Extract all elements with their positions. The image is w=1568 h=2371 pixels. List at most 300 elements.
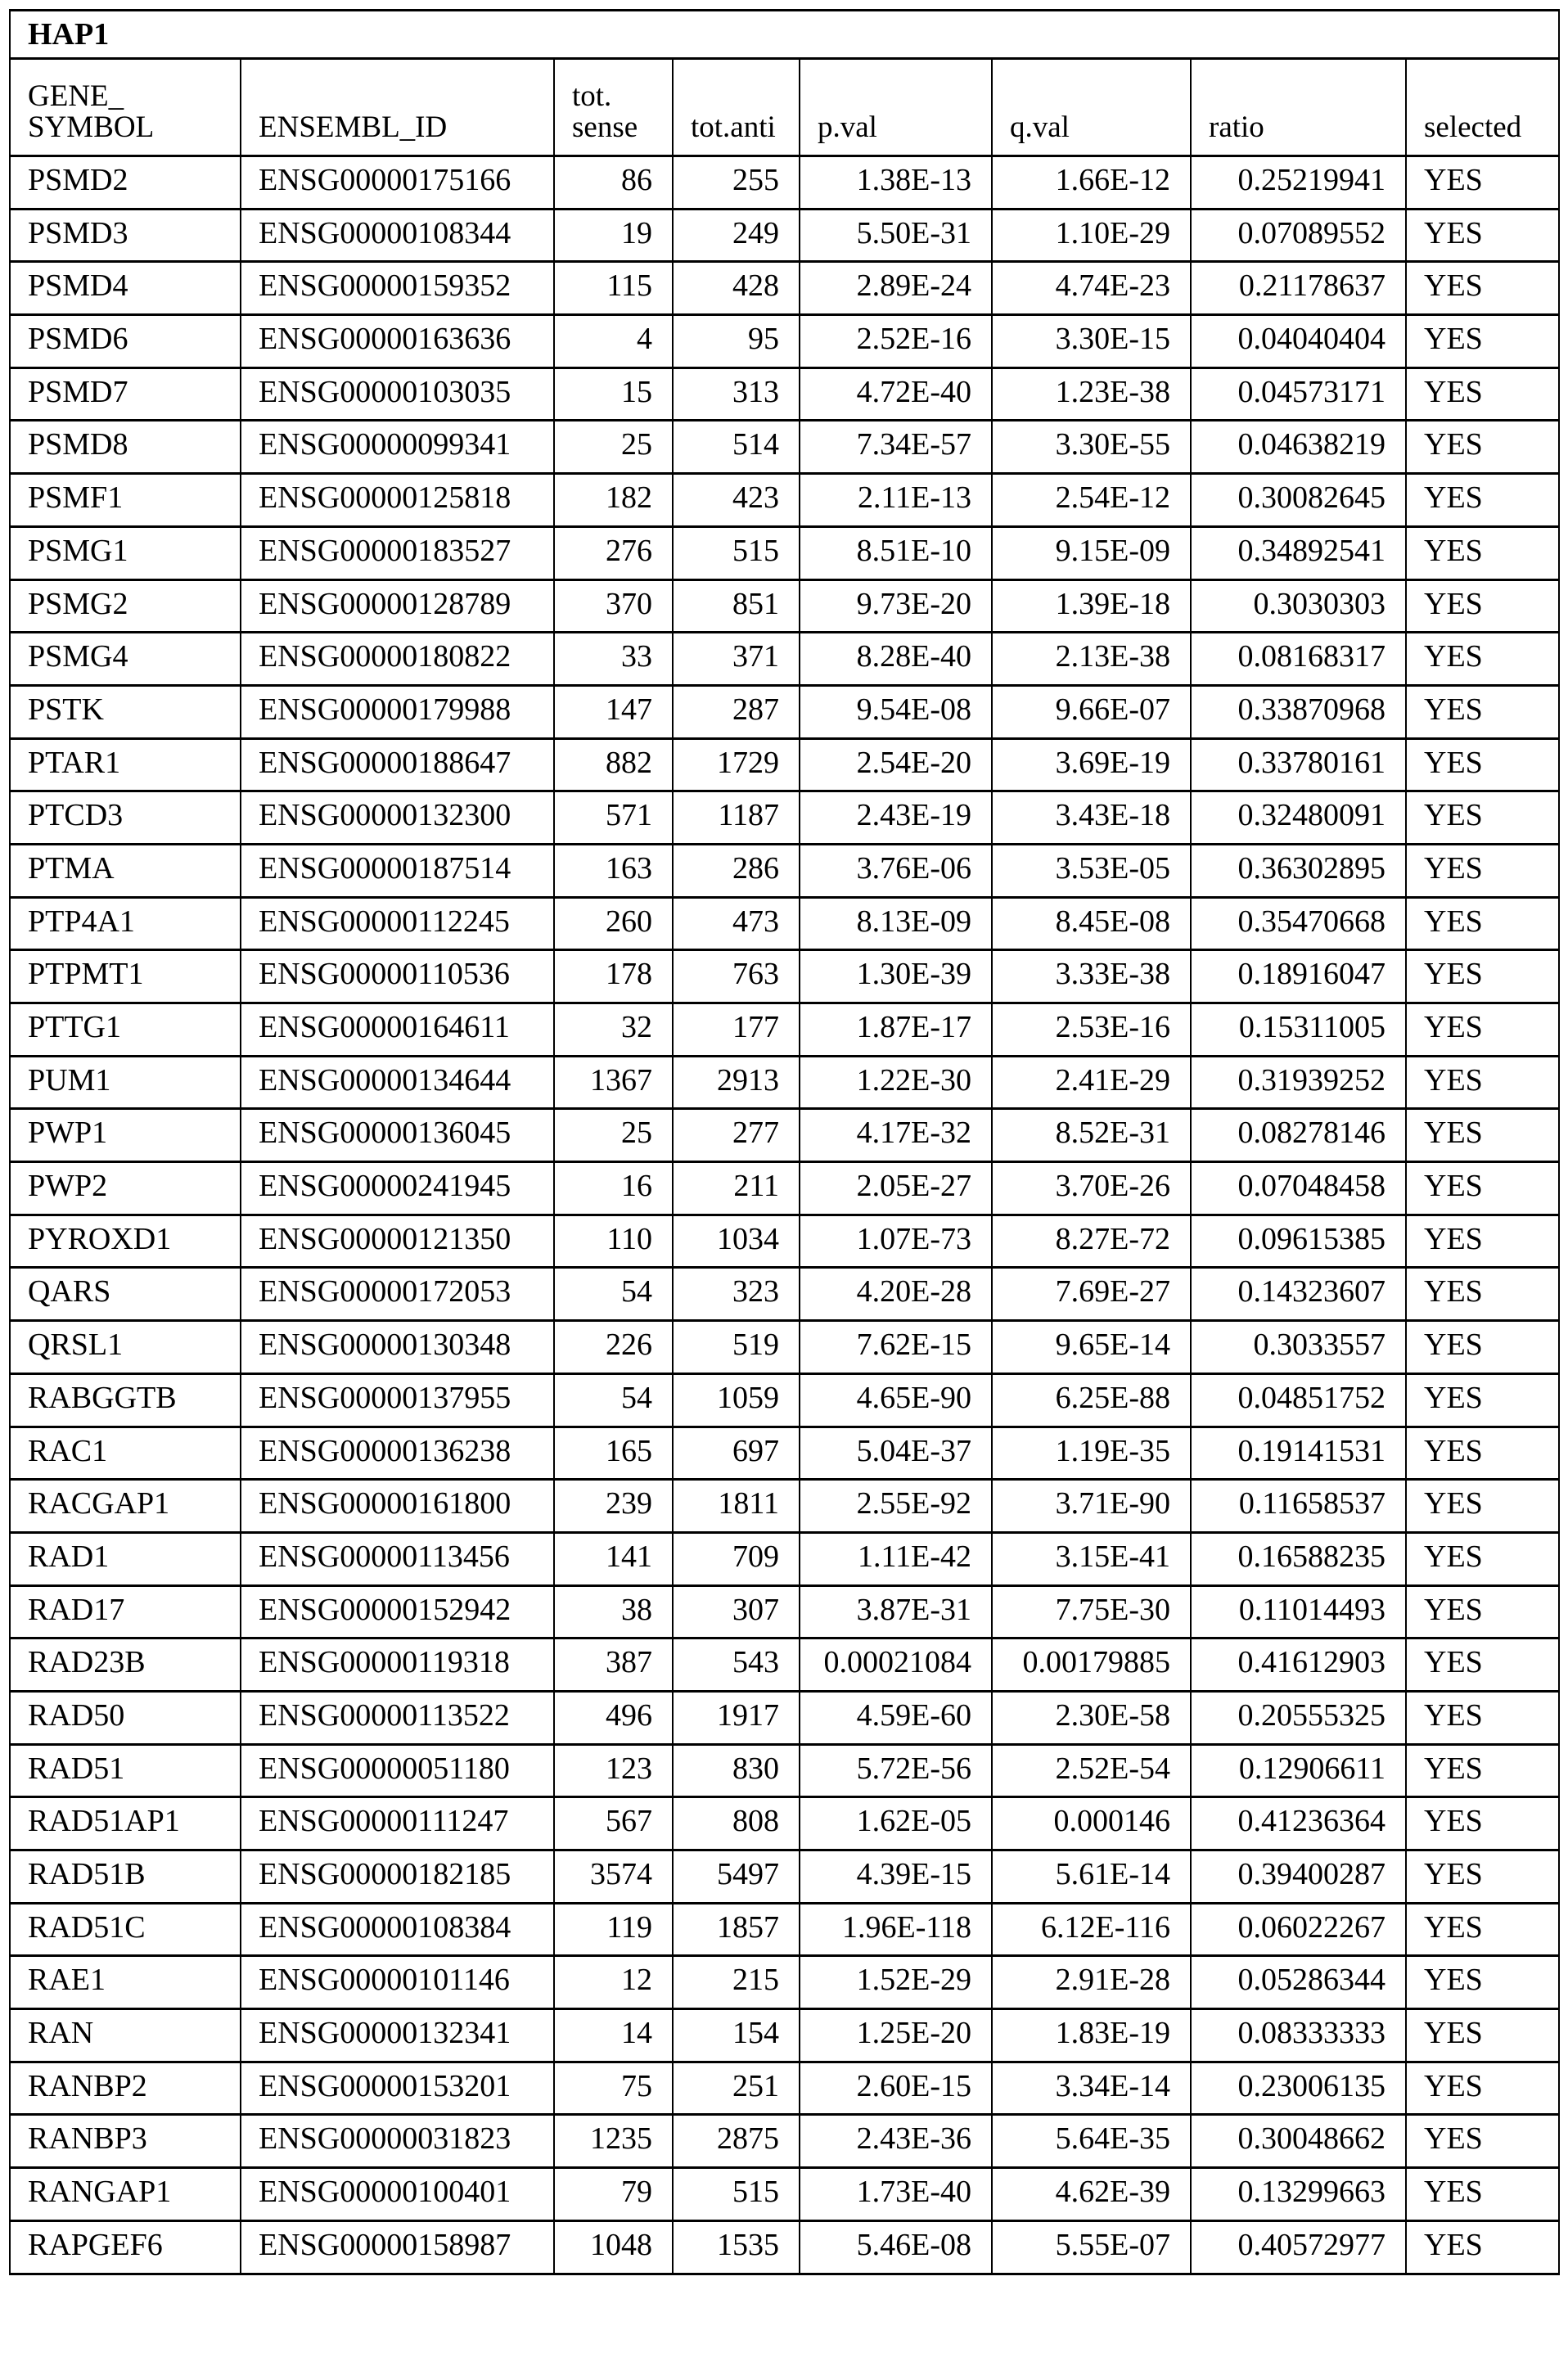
cell-q-val: 3.30E-15 [992,315,1191,368]
column-header-tot-sense [554,59,673,156]
cell-p-val: 4.39E-15 [800,1850,992,1904]
cell-ensembl-id: ENSG00000175166 [241,156,554,210]
cell-tot-anti: 515 [673,526,800,579]
cell-tot-anti: 249 [673,209,800,262]
cell-q-val: 0.00179885 [992,1639,1191,1692]
cell-gene-symbol: PTMA [10,844,241,897]
cell-selected: YES [1406,844,1559,897]
cell-tot-sense: 15 [554,367,673,421]
cell-gene-symbol: PTAR1 [10,738,241,791]
cell-selected: YES [1406,2168,1559,2221]
cell-selected: YES [1406,315,1559,368]
cell-tot-anti: 371 [673,633,800,686]
cell-p-val: 4.59E-60 [800,1691,992,1744]
cell-p-val: 5.04E-37 [800,1427,992,1480]
cell-q-val: 1.66E-12 [992,156,1191,210]
cell-selected: YES [1406,421,1559,474]
cell-q-val: 1.10E-29 [992,209,1191,262]
cell-tot-sense: 54 [554,1268,673,1321]
table-row [10,209,1559,262]
cell-tot-anti: 1187 [673,791,800,845]
table-row [10,633,1559,686]
cell-q-val: 4.74E-23 [992,262,1191,315]
cell-gene-symbol: PTTG1 [10,1003,241,1057]
cell-q-val: 5.55E-07 [992,2220,1191,2274]
cell-q-val: 7.69E-27 [992,1268,1191,1321]
cell-gene-symbol: PSTK [10,685,241,738]
cell-ensembl-id: ENSG00000099341 [241,421,554,474]
cell-tot-anti: 211 [673,1162,800,1215]
cell-p-val: 7.62E-15 [800,1321,992,1374]
cell-selected: YES [1406,950,1559,1003]
cell-tot-sense: 19 [554,209,673,262]
cell-tot-sense: 75 [554,2062,673,2115]
cell-ensembl-id: ENSG00000164611 [241,1003,554,1057]
cell-ensembl-id: ENSG00000112245 [241,897,554,950]
cell-ratio: 0.30082645 [1191,474,1406,527]
cell-selected: YES [1406,738,1559,791]
cell-tot-anti: 2913 [673,1056,800,1109]
table-row [10,421,1559,474]
table-row [10,1373,1559,1427]
cell-tot-sense: 25 [554,421,673,474]
cell-gene-symbol: PSMD6 [10,315,241,368]
table-title: HAP1 [10,11,1559,59]
cell-tot-sense: 14 [554,2009,673,2062]
header-label-line2: sense [572,110,638,144]
cell-q-val: 3.34E-14 [992,2062,1191,2115]
cell-tot-anti: 763 [673,950,800,1003]
cell-ratio: 0.07048458 [1191,1162,1406,1215]
table-row [10,579,1559,633]
cell-tot-anti: 307 [673,1585,800,1639]
cell-tot-anti: 255 [673,156,800,210]
table-row [10,1162,1559,1215]
cell-selected: YES [1406,209,1559,262]
cell-gene-symbol: PSMD7 [10,367,241,421]
cell-gene-symbol: PSMD4 [10,262,241,315]
cell-tot-anti: 154 [673,2009,800,2062]
table-row [10,1850,1559,1904]
cell-selected: YES [1406,1744,1559,1797]
table-row [10,1797,1559,1850]
cell-q-val: 9.66E-07 [992,685,1191,738]
cell-ratio: 0.13299663 [1191,2168,1406,2221]
cell-p-val: 1.07E-73 [800,1215,992,1268]
cell-p-val: 7.34E-57 [800,421,992,474]
cell-p-val: 4.65E-90 [800,1373,992,1427]
cell-p-val: 1.25E-20 [800,2009,992,2062]
cell-tot-anti: 1729 [673,738,800,791]
table-row [10,156,1559,210]
column-header-p-val: p.val [800,59,992,156]
cell-tot-anti: 808 [673,1797,800,1850]
cell-ensembl-id: ENSG00000031823 [241,2115,554,2168]
cell-tot-anti: 423 [673,474,800,527]
cell-p-val: 5.50E-31 [800,209,992,262]
cell-selected: YES [1406,2115,1559,2168]
table-row [10,1532,1559,1585]
cell-tot-anti: 286 [673,844,800,897]
cell-p-val: 1.52E-29 [800,1956,992,2009]
cell-tot-sense: 387 [554,1639,673,1692]
cell-p-val: 2.55E-92 [800,1480,992,1533]
cell-tot-sense: 239 [554,1480,673,1533]
header-label-line1: GENE_ [28,79,124,113]
cell-ratio: 0.18916047 [1191,950,1406,1003]
cell-ensembl-id: ENSG00000110536 [241,950,554,1003]
cell-q-val: 0.000146 [992,1797,1191,1850]
cell-gene-symbol: RABGGTB [10,1373,241,1427]
table-row [10,1109,1559,1162]
cell-tot-anti: 215 [673,1956,800,2009]
cell-selected: YES [1406,2062,1559,2115]
cell-tot-sense: 33 [554,633,673,686]
cell-ratio: 0.39400287 [1191,1850,1406,1904]
cell-ratio: 0.12906611 [1191,1744,1406,1797]
table-row [10,1321,1559,1374]
table-row [10,950,1559,1003]
cell-p-val: 4.17E-32 [800,1109,992,1162]
cell-gene-symbol: RAD17 [10,1585,241,1639]
cell-selected: YES [1406,1532,1559,1585]
cell-gene-symbol: PTCD3 [10,791,241,845]
cell-tot-anti: 830 [673,1744,800,1797]
cell-gene-symbol: QRSL1 [10,1321,241,1374]
cell-ratio: 0.40572977 [1191,2220,1406,2274]
cell-ratio: 0.32480091 [1191,791,1406,845]
cell-ensembl-id: ENSG00000134644 [241,1056,554,1109]
cell-tot-sense: 25 [554,1109,673,1162]
table-title-row [10,11,1559,59]
cell-tot-anti: 95 [673,315,800,368]
cell-q-val: 2.91E-28 [992,1956,1191,2009]
cell-ratio: 0.21178637 [1191,262,1406,315]
cell-ensembl-id: ENSG00000121350 [241,1215,554,1268]
cell-tot-sense: 141 [554,1532,673,1585]
cell-tot-anti: 5497 [673,1850,800,1904]
cell-gene-symbol: RAE1 [10,1956,241,2009]
cell-gene-symbol: QARS [10,1268,241,1321]
cell-ratio: 0.08168317 [1191,633,1406,686]
cell-p-val: 5.72E-56 [800,1744,992,1797]
table-row [10,1903,1559,1956]
cell-ratio: 0.41612903 [1191,1639,1406,1692]
cell-gene-symbol: RANBP2 [10,2062,241,2115]
cell-q-val: 2.54E-12 [992,474,1191,527]
cell-p-val: 8.13E-09 [800,897,992,950]
cell-ensembl-id: ENSG00000241945 [241,1162,554,1215]
table-row [10,1056,1559,1109]
cell-p-val: 3.76E-06 [800,844,992,897]
cell-ensembl-id: ENSG00000188647 [241,738,554,791]
cell-tot-sense: 1235 [554,2115,673,2168]
cell-tot-anti: 1535 [673,2220,800,2274]
column-header-q-val: q.val [992,59,1191,156]
cell-tot-anti: 1857 [673,1903,800,1956]
cell-gene-symbol: PWP1 [10,1109,241,1162]
cell-ensembl-id: ENSG00000172053 [241,1268,554,1321]
cell-gene-symbol: RANBP3 [10,2115,241,2168]
cell-q-val: 9.65E-14 [992,1321,1191,1374]
cell-ensembl-id: ENSG00000152942 [241,1585,554,1639]
cell-tot-sense: 54 [554,1373,673,1427]
cell-tot-anti: 428 [673,262,800,315]
cell-ratio: 0.33870968 [1191,685,1406,738]
cell-selected: YES [1406,1109,1559,1162]
cell-q-val: 1.23E-38 [992,367,1191,421]
cell-p-val: 1.87E-17 [800,1003,992,1057]
cell-tot-anti: 177 [673,1003,800,1057]
cell-selected: YES [1406,367,1559,421]
cell-p-val: 1.38E-13 [800,156,992,210]
cell-gene-symbol: PSMD3 [10,209,241,262]
cell-gene-symbol: PSMD8 [10,421,241,474]
cell-gene-symbol: PSMG4 [10,633,241,686]
table-row [10,2009,1559,2062]
cell-tot-sense: 567 [554,1797,673,1850]
cell-tot-anti: 1059 [673,1373,800,1427]
cell-gene-symbol: RANGAP1 [10,2168,241,2221]
cell-selected: YES [1406,1003,1559,1057]
column-header-ensembl-id: ENSEMBL_ID [241,59,554,156]
column-header-gene-symbol [10,59,241,156]
cell-ratio: 0.33780161 [1191,738,1406,791]
cell-tot-sense: 178 [554,950,673,1003]
cell-selected: YES [1406,1585,1559,1639]
cell-tot-anti: 709 [673,1532,800,1585]
cell-selected: YES [1406,1056,1559,1109]
cell-ensembl-id: ENSG00000100401 [241,2168,554,2221]
cell-q-val: 3.71E-90 [992,1480,1191,1533]
cell-q-val: 3.69E-19 [992,738,1191,791]
cell-q-val: 8.27E-72 [992,1215,1191,1268]
cell-tot-sense: 226 [554,1321,673,1374]
cell-ensembl-id: ENSG00000111247 [241,1797,554,1850]
table-row [10,1585,1559,1639]
cell-tot-anti: 323 [673,1268,800,1321]
cell-tot-sense: 182 [554,474,673,527]
cell-gene-symbol: RACGAP1 [10,1480,241,1533]
cell-gene-symbol: PUM1 [10,1056,241,1109]
cell-ratio: 0.11014493 [1191,1585,1406,1639]
cell-ensembl-id: ENSG00000125818 [241,474,554,527]
cell-p-val: 5.46E-08 [800,2220,992,2274]
cell-selected: YES [1406,1956,1559,2009]
cell-gene-symbol: RAD23B [10,1639,241,1692]
cell-selected: YES [1406,1268,1559,1321]
cell-ratio: 0.23006135 [1191,2062,1406,2115]
cell-gene-symbol: PSMF1 [10,474,241,527]
cell-tot-anti: 2875 [673,2115,800,2168]
cell-tot-sense: 3574 [554,1850,673,1904]
cell-ratio: 0.16588235 [1191,1532,1406,1585]
cell-ensembl-id: ENSG00000137955 [241,1373,554,1427]
table-row [10,2220,1559,2274]
cell-ratio: 0.04040404 [1191,315,1406,368]
cell-tot-sense: 496 [554,1691,673,1744]
cell-p-val: 2.43E-19 [800,791,992,845]
cell-q-val: 3.30E-55 [992,421,1191,474]
cell-q-val: 2.41E-29 [992,1056,1191,1109]
cell-ensembl-id: ENSG00000108344 [241,209,554,262]
table-row [10,791,1559,845]
cell-tot-anti: 514 [673,421,800,474]
cell-tot-sense: 86 [554,156,673,210]
cell-ensembl-id: ENSG00000182185 [241,1850,554,1904]
cell-ensembl-id: ENSG00000130348 [241,1321,554,1374]
table-row [10,526,1559,579]
cell-ratio: 0.31939252 [1191,1056,1406,1109]
cell-gene-symbol: RAD51B [10,1850,241,1904]
cell-tot-sense: 571 [554,791,673,845]
cell-q-val: 5.61E-14 [992,1850,1191,1904]
table-row [10,1691,1559,1744]
cell-gene-symbol: RAPGEF6 [10,2220,241,2274]
cell-gene-symbol: PTPMT1 [10,950,241,1003]
cell-selected: YES [1406,1691,1559,1744]
cell-tot-anti: 1811 [673,1480,800,1533]
cell-tot-anti: 851 [673,579,800,633]
cell-selected: YES [1406,685,1559,738]
cell-p-val: 2.11E-13 [800,474,992,527]
cell-p-val: 2.05E-27 [800,1162,992,1215]
cell-ensembl-id: ENSG00000108384 [241,1903,554,1956]
table-body [10,156,1559,2274]
cell-selected: YES [1406,791,1559,845]
cell-selected: YES [1406,1903,1559,1956]
cell-p-val: 2.54E-20 [800,738,992,791]
cell-gene-symbol: RAN [10,2009,241,2062]
cell-ensembl-id: ENSG00000132300 [241,791,554,845]
cell-p-val: 8.28E-40 [800,633,992,686]
cell-q-val: 3.43E-18 [992,791,1191,845]
cell-ratio: 0.35470668 [1191,897,1406,950]
cell-p-val: 2.60E-15 [800,2062,992,2115]
cell-ratio: 0.08333333 [1191,2009,1406,2062]
cell-q-val: 1.39E-18 [992,579,1191,633]
cell-q-val: 9.15E-09 [992,526,1191,579]
cell-q-val: 3.70E-26 [992,1162,1191,1215]
cell-selected: YES [1406,1162,1559,1215]
cell-tot-anti: 697 [673,1427,800,1480]
cell-ratio: 0.30048662 [1191,2115,1406,2168]
cell-selected: YES [1406,897,1559,950]
cell-ensembl-id: ENSG00000187514 [241,844,554,897]
cell-q-val: 2.13E-38 [992,633,1191,686]
cell-gene-symbol: PYROXD1 [10,1215,241,1268]
cell-ensembl-id: ENSG00000132341 [241,2009,554,2062]
cell-selected: YES [1406,579,1559,633]
cell-selected: YES [1406,633,1559,686]
cell-ratio: 0.15311005 [1191,1003,1406,1057]
table-row [10,1956,1559,2009]
cell-ratio: 0.3030303 [1191,579,1406,633]
table-row [10,2168,1559,2221]
table-row [10,844,1559,897]
cell-ratio: 0.04573171 [1191,367,1406,421]
column-header-tot-anti: tot.anti [673,59,800,156]
cell-p-val: 1.96E-118 [800,1903,992,1956]
cell-selected: YES [1406,262,1559,315]
cell-ratio: 0.3033557 [1191,1321,1406,1374]
cell-gene-symbol: RAD50 [10,1691,241,1744]
cell-ratio: 0.05286344 [1191,1956,1406,2009]
cell-tot-anti: 251 [673,2062,800,2115]
cell-p-val: 9.54E-08 [800,685,992,738]
cell-gene-symbol: RAD1 [10,1532,241,1585]
cell-ratio: 0.41236364 [1191,1797,1406,1850]
table-row [10,315,1559,368]
cell-q-val: 4.62E-39 [992,2168,1191,2221]
table-row [10,367,1559,421]
table-row [10,1215,1559,1268]
cell-p-val: 3.87E-31 [800,1585,992,1639]
cell-q-val: 8.45E-08 [992,897,1191,950]
cell-tot-sense: 110 [554,1215,673,1268]
table-row [10,1268,1559,1321]
cell-p-val: 4.20E-28 [800,1268,992,1321]
cell-selected: YES [1406,1480,1559,1533]
cell-p-val: 0.00021084 [800,1639,992,1692]
cell-tot-sense: 165 [554,1427,673,1480]
cell-gene-symbol: PSMD2 [10,156,241,210]
cell-tot-sense: 115 [554,262,673,315]
cell-p-val: 1.22E-30 [800,1056,992,1109]
cell-gene-symbol: PSMG2 [10,579,241,633]
table-row [10,685,1559,738]
cell-ensembl-id: ENSG00000136238 [241,1427,554,1480]
cell-selected: YES [1406,1215,1559,1268]
cell-q-val: 3.53E-05 [992,844,1191,897]
cell-gene-symbol: PSMG1 [10,526,241,579]
cell-p-val: 2.43E-36 [800,2115,992,2168]
table-row [10,1003,1559,1057]
cell-p-val: 1.11E-42 [800,1532,992,1585]
column-header-selected: selected [1406,59,1559,156]
cell-tot-sense: 123 [554,1744,673,1797]
cell-ensembl-id: ENSG00000163636 [241,315,554,368]
cell-q-val: 6.25E-88 [992,1373,1191,1427]
cell-selected: YES [1406,1797,1559,1850]
cell-tot-sense: 38 [554,1585,673,1639]
table-row [10,1639,1559,1692]
cell-q-val: 2.30E-58 [992,1691,1191,1744]
table-row [10,738,1559,791]
cell-q-val: 1.83E-19 [992,2009,1191,2062]
cell-selected: YES [1406,2220,1559,2274]
cell-ensembl-id: ENSG00000153201 [241,2062,554,2115]
cell-tot-anti: 519 [673,1321,800,1374]
cell-selected: YES [1406,1639,1559,1692]
header-label-line2: SYMBOL [28,110,155,144]
cell-p-val: 1.30E-39 [800,950,992,1003]
cell-tot-anti: 543 [673,1639,800,1692]
table-row [10,1480,1559,1533]
cell-tot-sense: 147 [554,685,673,738]
cell-ratio: 0.11658537 [1191,1480,1406,1533]
cell-q-val: 2.53E-16 [992,1003,1191,1057]
cell-tot-sense: 370 [554,579,673,633]
cell-ensembl-id: ENSG00000051180 [241,1744,554,1797]
cell-selected: YES [1406,156,1559,210]
cell-ratio: 0.34892541 [1191,526,1406,579]
cell-ensembl-id: ENSG00000179988 [241,685,554,738]
table-row [10,474,1559,527]
cell-ensembl-id: ENSG00000136045 [241,1109,554,1162]
cell-ratio: 0.14323607 [1191,1268,1406,1321]
cell-tot-anti: 1034 [673,1215,800,1268]
